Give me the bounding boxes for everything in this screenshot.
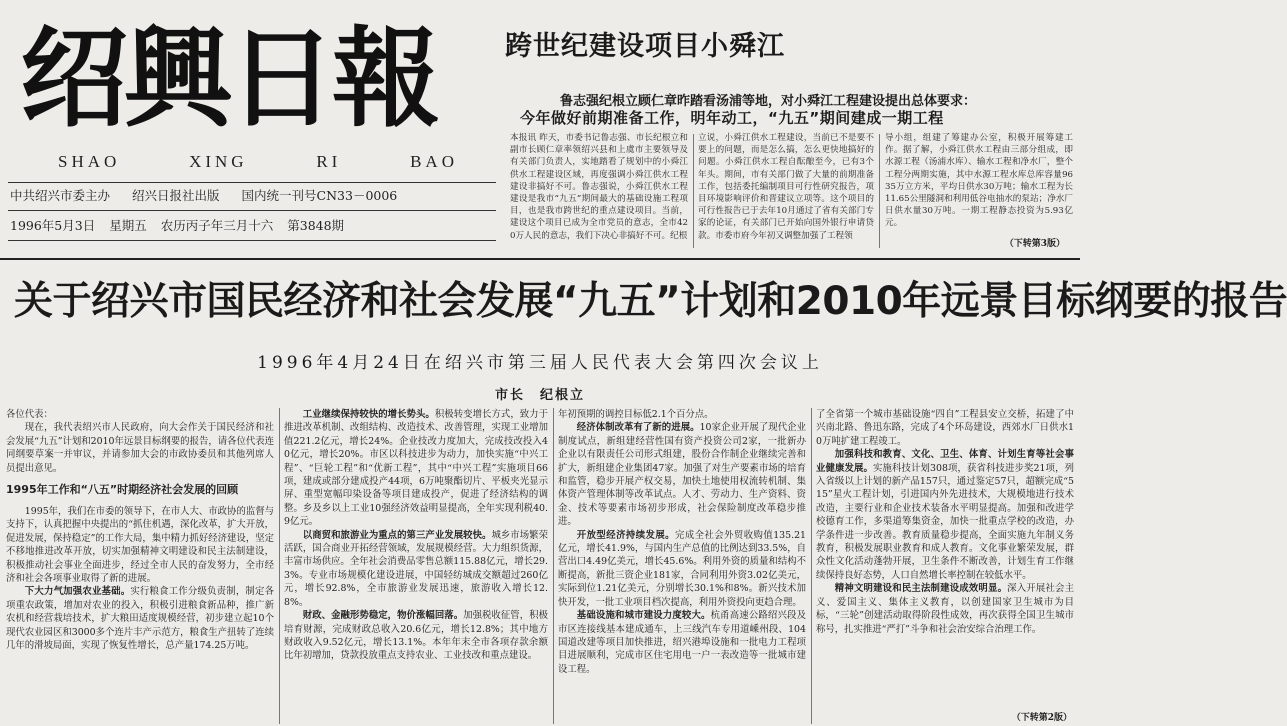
pinyin-ri: RI <box>316 152 342 171</box>
report-col3-body-3: 杭甬高速公路绍兴段及市区连接线基本建成通车，上三线汽车专用道嵊州段、104国道改建等项目加快推进，绍兴港埠设施和一批电力工程项目进展顺利，完成市区住宅用电一户一表改造等一批城市建设工程。 <box>558 610 806 675</box>
report-column-3 <box>558 408 806 724</box>
report-col2-body-3: 加强税收征管，积极培育财源，完成财政总收入20.6亿元，增长12.8%；其中地方财政收入9.52亿元，增长13.1%。本年年末全市各项存款余额比年初增加，贷款投放重点支持农业、工业技改和重点建设。 <box>284 610 548 662</box>
issue-weekday: 星期五 <box>109 218 147 233</box>
report-subtitle: 1996年4月24日在绍兴市第三届人民代表大会第四次会议上 <box>257 353 823 373</box>
report-headline: 关于绍兴市国民经济和社会发展“九五”计划和2010年远景目标纲要的报告 <box>14 279 1287 324</box>
report-col4-bold: 加强科技和教育、文化、卫生、体育、计划生育等社会事业健康发展。 <box>816 449 1074 474</box>
top-story-subhead-2: 今年做好前期准备工作，明年动工，“九五”期间建成一期工程 <box>520 109 944 127</box>
report-col3-bold: 经济体制改革有了新的进展。 <box>576 422 700 434</box>
report-col4-bold-2: 精神文明建设和民主法制建设成效明显。 <box>834 583 1008 595</box>
report-col2-bold-3: 财政、金融形势稳定，物价涨幅回落。 <box>302 610 464 622</box>
top-story-column-3: 导小组，组建了筹建办公室，积极开展筹建工作。据了解，小舜江供水工程由三部分组成，即水源工程（汤浦水库）、输水工程和净水厂，整个工程分两期实施，其中水源工程水库总库容量9635万立方米，平均日供水30万吨；输水工程为长11.65公里隧洞和利用低谷电抽水的泵站；净水厂日供水量30万吨。一期工程静态投资为5.93亿元。 <box>885 133 1073 229</box>
publisher: 中共绍兴市委主办 <box>10 188 111 203</box>
report-divider-3 <box>811 408 812 724</box>
report-continued-note: （下转第2版） <box>1011 713 1072 723</box>
report-column-4 <box>816 408 1074 710</box>
report-col3-bold-2: 开放型经济持续发展。 <box>576 529 675 541</box>
top-story-divider-1 <box>693 134 694 248</box>
top-story-continued-note: （下转第3版） <box>1004 239 1065 249</box>
serial-number: 国内统一刊号CN33－0006 <box>241 188 398 203</box>
report-col3-bold-3: 基础设施和城市建设力度较大。 <box>576 610 711 622</box>
report-column-2 <box>284 408 548 724</box>
report-salutation: 各位代表： <box>6 409 53 420</box>
report-column-1 <box>6 408 274 724</box>
report-col2-body-2: 城乡市场繁荣活跃，国合商业开拓经营领域，发展规模经营。大力组织货源，丰富市场供应。全年社会消费品零售总额115.88亿元，增长29.3%。专业市场规模化建设进展，中国轻纺城成交额超过260亿元，增长92.8%，全市旅游业发展迅速，旅游收入增长12.8%。 <box>284 529 548 608</box>
report-col3-body-2: 完成全社会外贸收购值135.21亿元，增长41.9%，与国内生产总值的比例达到33.5%，自营出口4.49亿美元，增长45.6%。利用外资的质量和结构不断提高，新批三资企业181家，合同利用外资3.02亿美元，实际到位1.21亿美元，分别增长30.1%和8%。新兴技术加快开发，一批工业项目档次提高，利用外资投向更趋合理。 <box>558 529 806 608</box>
top-story-column-2: 立说，小舜江供水工程建设，当前已不是要不要上的问题，而是怎么搞，怎么更快地搞好的问题。小舜江供水工程自酝酿至今，已有3个年头。期间，市有关部门做了大量的前期准备工作，包括委托编制项目可行性研究报告，项目环境影响评价和晋建议立项等。这个项目的可行性报告已于去年10月通过了省有关部门专家的论证，有关部门已开始向国外银行申请贷款。市委市府今年初又调整加强了工程领 <box>698 133 874 241</box>
report-byline: 市长 纪根立 <box>494 388 585 403</box>
report-col1-tail: 实行粮食工作分级负责制，制定各项重农政策，增加对农业的投入，积极引进粮食新品种，推广新农机和经营栽培技术，扩大粮田适度规模经营，初步建立起10个现代农业园区和3000多个连片丰产示范方，粮食生产扭转了连续几年的滑坡局面，实现了恢复性增长，总产量174.25万吨。 <box>6 586 274 652</box>
report-col1-bold: 下大力气加强农业基础。 <box>24 586 131 598</box>
report-col4-body-2: 深入开展社会主义、爱国主义、集体主义教育，以创建国家卫生城市为目标，“三轮”创建活动取得阶段性成效，再次获得全国卫生城市称号，扎实推进“严打”斗争和社会治安综合治理工作。 <box>816 583 1074 635</box>
report-col3-body: 10家企业开展了现代企业制度试点，新组建经营性国有资产投资公司2家，一批新办企业以有限责任公司形式组建，股份合作制企业继续完善和扩大，新组建企业集团47家。加强了对生产要素市场的培育和监管，稳步开展产权交易，加快土地使用权流转机制、集体资产管理体制等改革试点。人才、劳动力、生产资料、资金、技术等要素市场初步形成，社会保险制度改革稳步推进。 <box>558 422 806 528</box>
report-col4-top: 了全省第一个城市基础设施“四自”工程县安立交桥，拓建了中兴南北路、鲁迅东路，完成了4个环岛建设，西郊水厂日供水10万吨扩建工程竣工。 <box>816 409 1074 447</box>
newspaper-masthead-logo: 绍興日報 <box>20 16 437 142</box>
section-rule <box>0 258 1080 260</box>
masthead-pinyin <box>58 152 458 174</box>
issue-lunar-date: 农历丙子年三月十六 <box>160 218 274 233</box>
top-story-headline: 跨世纪建设项目小舜江 <box>505 31 785 62</box>
report-col1-body: 1995年，我们在市委的领导下，在市人大、市政协的监督与支持下，认真把握中央提出的“抓住机遇，深化改革，扩大开放，促进发展，保持稳定”的工作大局，集中精力抓好经济建设，坚定不移地推进改革开放，切实加强精神文明建设和民主法制建设，积极推动社会事业全面进步，经过全市人民的奋发努力，全市经济和社会各项事业取得了新的进展。 <box>6 506 274 585</box>
press: 绍兴日报社出版 <box>132 188 220 203</box>
top-story-column-1: 本报讯 昨天，市委书记鲁志强、市长纪根立和副市长顾仁章率领绍兴县和上虞市主要领导及有关部门负责人，实地踏看了规划中的小舜江供水工程建设区域，再度强调小舜江供水工程建设非搞好不可。鲁志强说，小舜江供水工程建设是我市“九五”期间最大的基础设施工程项目，也是我市跨世纪的重点建设项目。当前，建设这个项目已成为全市党员的意志，全市420万人民的意志，我们下决心非搞好不可。纪根 <box>510 133 688 241</box>
report-divider-1 <box>279 408 280 724</box>
report-intro: 现在，我代表绍兴市人民政府，向大会作关于国民经济和社会发展“九五”计划和2010年远景目标纲要的报告，请各位代表连同纲要草案一并审议，并请参加大会的市政协委员和其他列席人员提出意见。 <box>6 422 274 474</box>
masthead-date-line <box>10 216 496 236</box>
pinyin-bao: BAO <box>410 152 458 171</box>
report-col2-bold-2: 以商贸和旅游业为重点的第三产业发展较快。 <box>302 529 492 541</box>
issue-date: 1996年5月3日 <box>10 218 96 233</box>
pinyin-shao: SHAO <box>58 152 121 171</box>
top-story-subhead-1: 鲁志强纪根立顾仁章昨踏看汤浦等地，对小舜江工程建设提出总体要求： <box>560 94 977 109</box>
masthead-rule-bottom <box>8 240 496 241</box>
report-section-heading: 1995年工作和“八五”时期经济社会发展的回顾 <box>6 483 239 497</box>
top-story-divider-2 <box>879 134 880 248</box>
issue-number: 第3848期 <box>287 218 345 233</box>
masthead-rule-top <box>8 182 496 183</box>
masthead-publisher-line <box>10 186 496 206</box>
report-col2-body: 积极转变增长方式，致力于推进改革机制、改组结构、改造技术、改善管理，实现工业增加值221.2亿元，增长24%。企业技改力度加大，完成技改投入40亿元，增长20%。市区以科技进步为动力，加快实施“中兴工程”、“巨轮工程”和“优新工程”，其中“中兴工程”实施项目66项，建成或部分建成投产44项，6万吨聚酯切片、平板夹光显示屏、重型宽幅印染设备等项目建成投产，促进了经济结构的调整。乡及乡以上工业10强经济效益明显提高，全年实现利税40.9亿元。 <box>284 409 548 528</box>
report-col2-bold: 工业继续保持较快的增长势头。 <box>302 409 435 420</box>
report-divider-2 <box>553 408 554 724</box>
report-col3-top: 年初预期的调控目标低2.1个百分点。 <box>558 409 714 420</box>
masthead-rule-mid <box>8 210 496 211</box>
report-col4-body: 实施科技计划308项，获省科技进步奖21项，列入省级以上计划的新产品157只，通过鉴定57只，超额完成“515”星火工程计划，引进国内外先进技术，大规模地进行技术改造，主要行业和企业技术装备水平明显提高。加强和改进学校德育工作，多渠道筹集资金，加快一批重点学校的改造，办学条件进一步改善。教育质量稳步提高，全面实施九年制义务教育，积极发展职业教育和成人教育。文化事业繁荣发展，群众性文化活动蓬勃开展，卫生条件不断改善，计划生育工作继续保持良好态势，人口自然增长率控制在较低水平。 <box>816 462 1074 581</box>
pinyin-xing: XING <box>189 152 248 171</box>
